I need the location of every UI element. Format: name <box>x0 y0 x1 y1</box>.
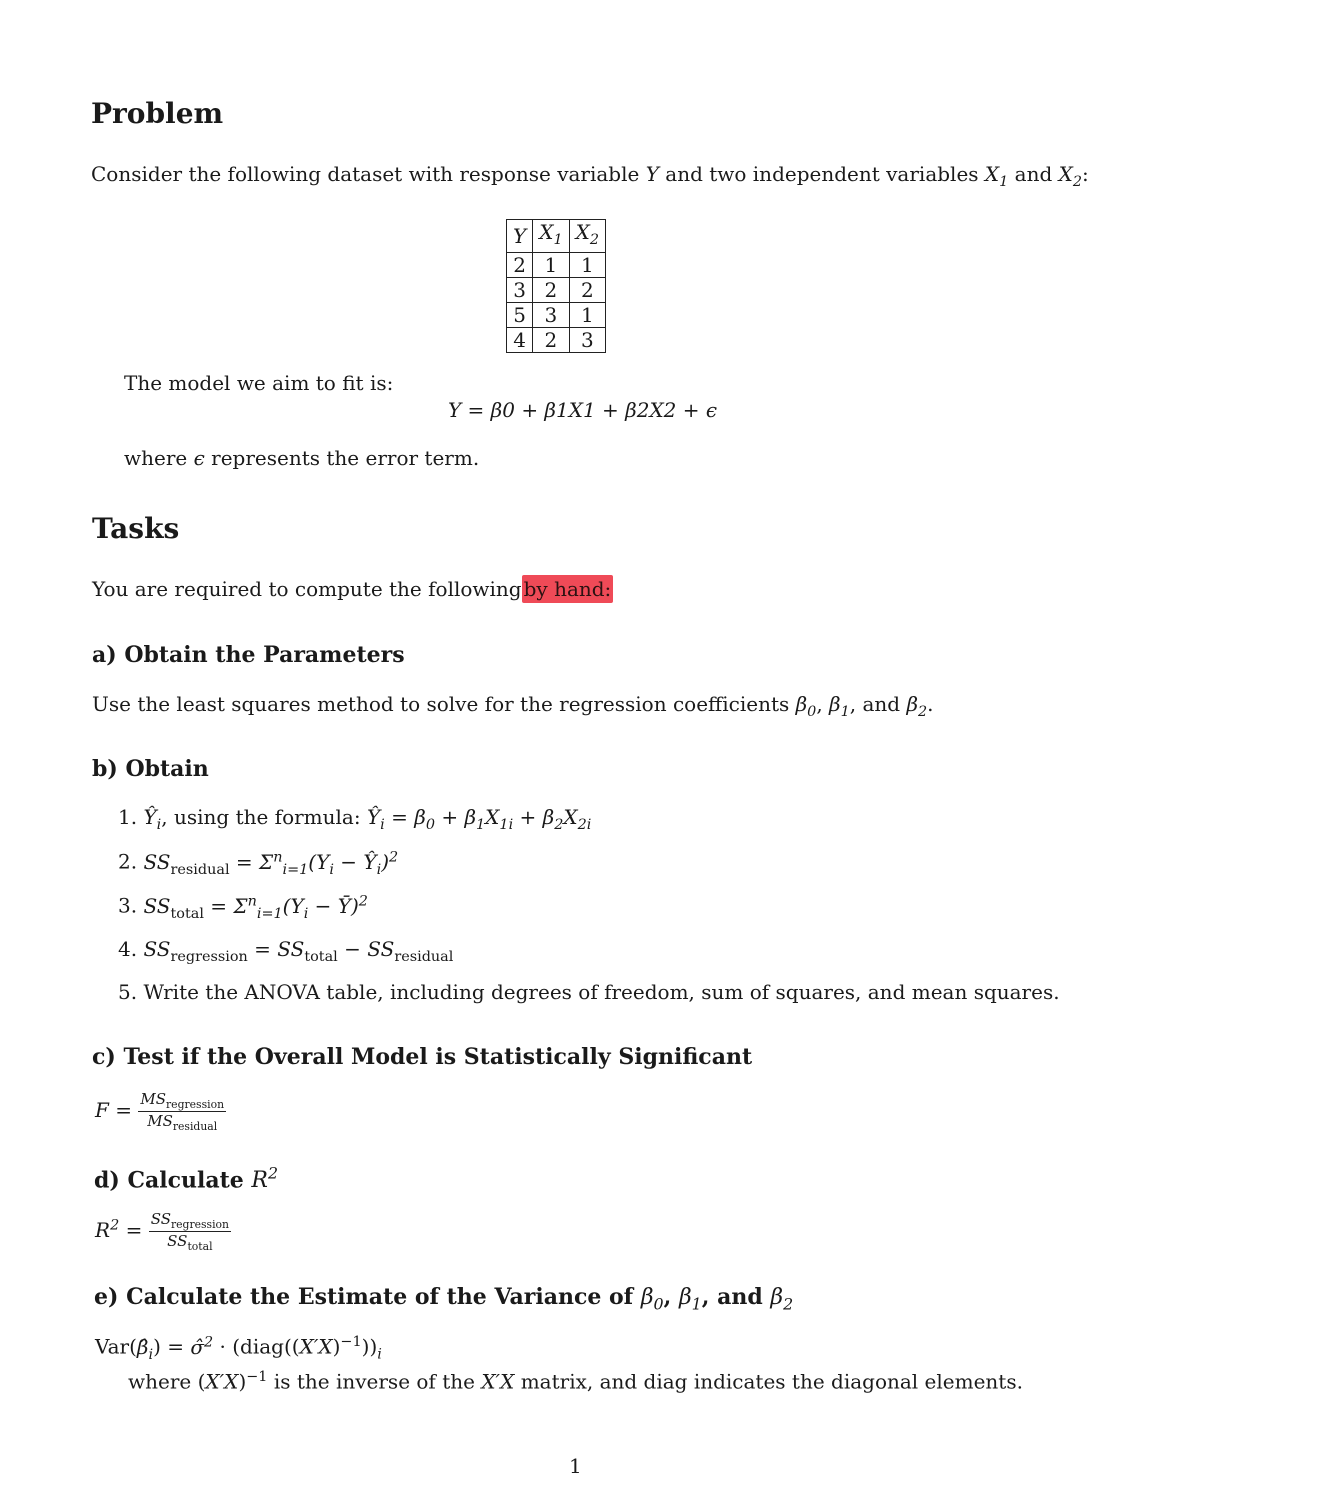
r-squared-formula: $R^2$ = $\frac{SS_{regression}}{SS_{total}}$ <box>95 1210 230 1253</box>
variance-formula: $Var(\betâ_i)$ = σ̂$^2$ · $(diag((X'X)^{-1}))_i$ <box>95 1334 382 1363</box>
list-item-3: 3. $SS_{total} = \Sigma^n_{i=1}(Y_i$ − Ȳ)$^2$ <box>118 893 368 922</box>
list-item-4: 4. $SS_{regression} = SS_{total} - SS_{residual}$ <box>118 937 454 965</box>
section-a-heading: a) Obtain the Parameters <box>92 642 405 668</box>
var-x1: $X_1$ <box>984 162 1009 190</box>
header-x1: $X_1$ <box>533 220 569 253</box>
table-row: 5 3 1 <box>507 303 606 328</box>
error-term-text: where ϵ represents the error term. <box>124 446 480 470</box>
model-equation: Y = β0 + β1X1 + β2X2 + ϵ <box>448 398 718 422</box>
table-row: 3 2 2 <box>507 278 606 303</box>
list-item-1: 1. $Ŷ_i$, using the formula: $Ŷ_i = \beta_0 + \beta_1X_{1i} + \beta_2X_{2i}$ <box>118 805 592 833</box>
table-row: 4 2 3 <box>507 328 606 353</box>
tasks-intro: You are required to compute the following by hand: <box>92 577 612 601</box>
highlight-by-hand: by hand: <box>523 577 612 601</box>
tasks-heading: Tasks <box>92 512 180 545</box>
page-number: 1 <box>569 1454 582 1478</box>
variance-note: where $(X'X)^{-1}$ is the inverse of the X′X matrix, and diag indicates the diagonal elements. <box>128 1369 1023 1394</box>
problem-intro: Consider the following dataset with response variable Y and two independent variables $X_1$ and $X_2$: <box>91 162 1089 190</box>
section-d-heading: d) Calculate $R^2$ <box>94 1164 279 1194</box>
model-label: The model we aim to fit is: <box>124 371 394 395</box>
dataset-table <box>506 219 606 353</box>
var-y: Y <box>645 162 659 186</box>
var-x2: $X_2$ <box>1058 162 1083 190</box>
section-e-heading: e) Calculate the Estimate of the Variance of $\beta_0$, $\beta_1$, and $\beta_2$ <box>94 1284 794 1314</box>
table-header-row <box>507 220 606 253</box>
header-x2: $X_2$ <box>569 220 605 253</box>
list-item-2: 2. $SS_{residual} = \Sigma^n_{i=1}(Y_i$ − $Ŷ_i)^2$ <box>118 849 399 878</box>
section-c-heading: c) Test if the Overall Model is Statistically Significant <box>92 1044 753 1070</box>
section-a-text: Use the least squares method to solve for the regression coefficients $\beta_0$, $\beta_1$, and $\beta_2$. <box>92 692 934 720</box>
dataset-table-wrapper <box>506 219 606 353</box>
f-statistic-formula: F = $\frac{MS_{regression}}{MS_{residual}}$ <box>95 1090 225 1133</box>
problem-heading: Problem <box>91 97 224 130</box>
list-item-5: 5. Write the ANOVA table, including degrees of freedom, sum of squares, and mean squares. <box>118 980 1060 1004</box>
section-b-heading: b) Obtain <box>92 756 209 782</box>
header-y: Y <box>507 220 533 253</box>
table-row: 2 1 1 <box>507 253 606 278</box>
